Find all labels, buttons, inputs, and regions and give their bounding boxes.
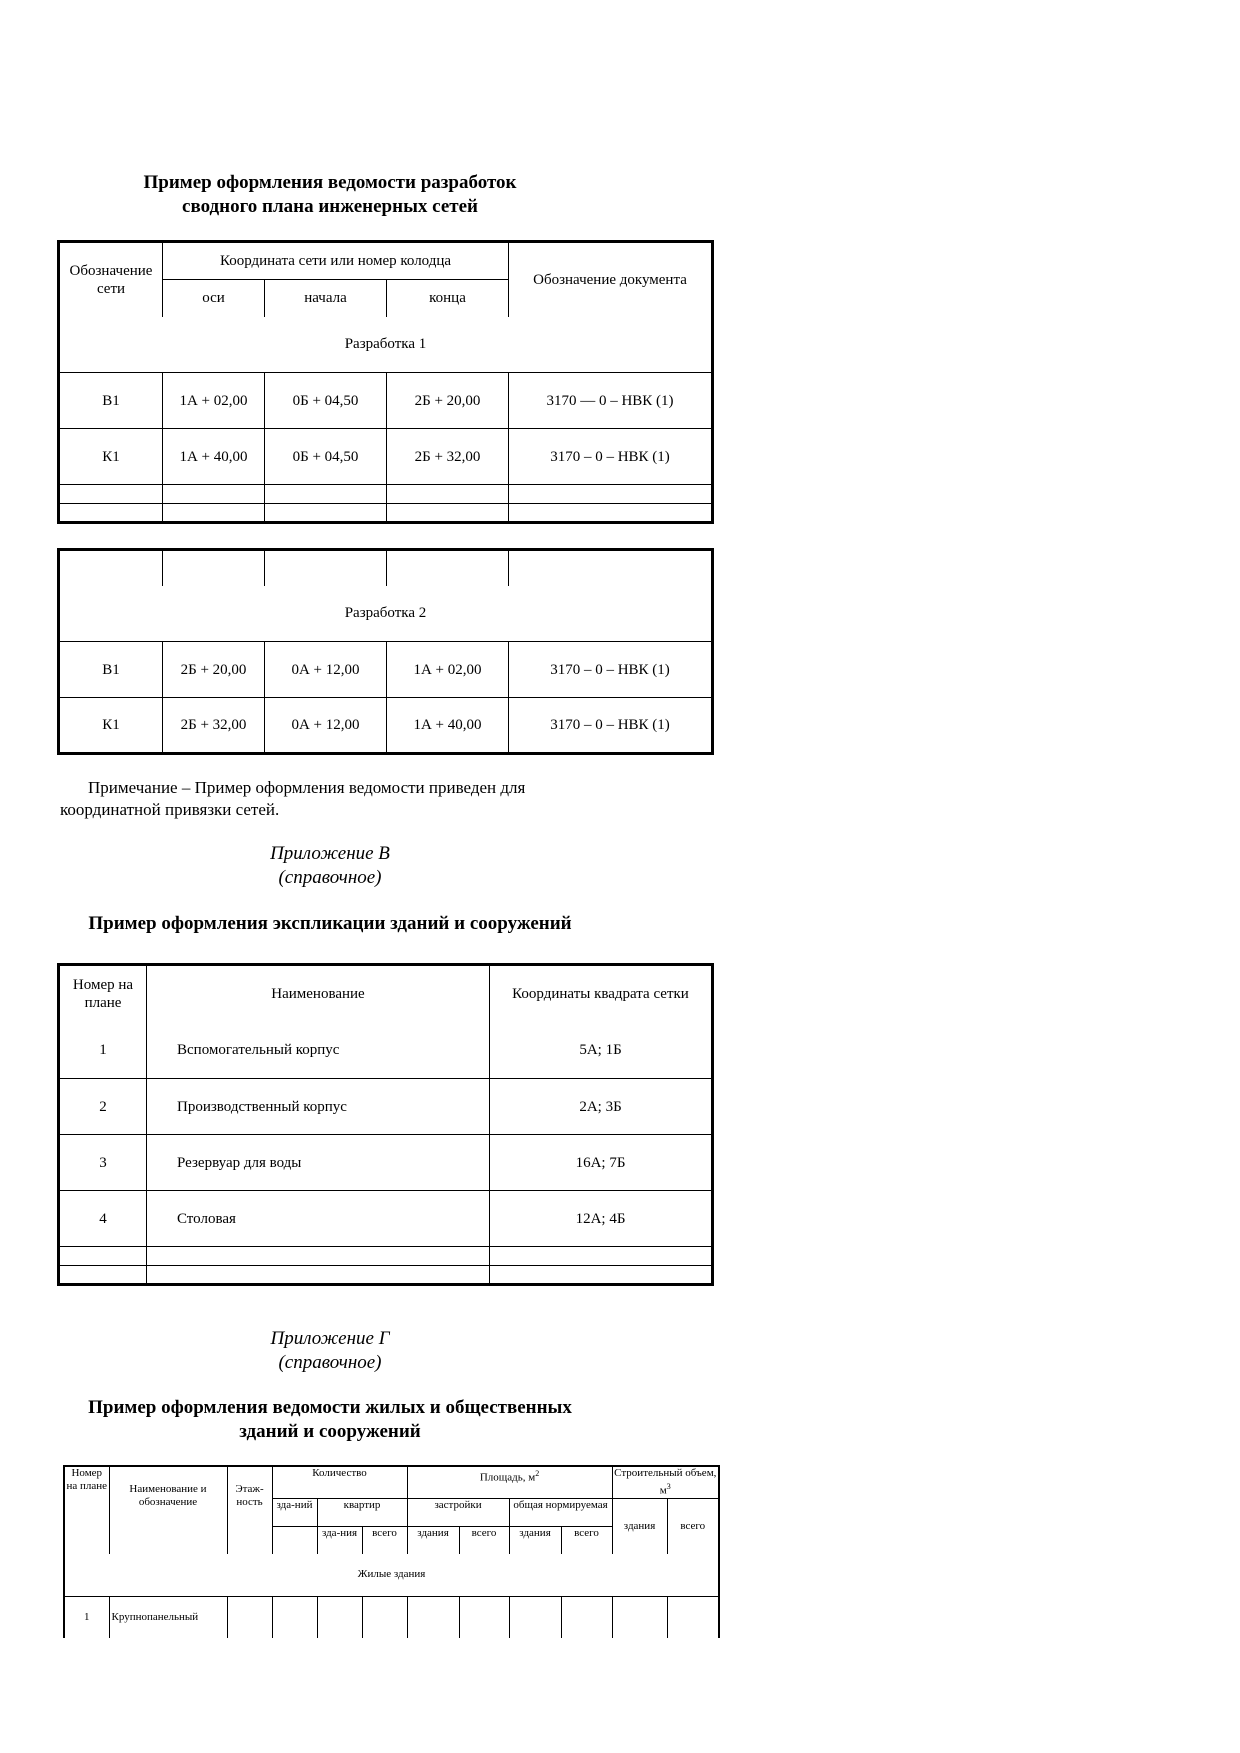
note-line1: Примечание – Пример оформления ведомости приведен для [88,778,526,797]
cell-axis: 2Б + 32,00 [163,698,265,754]
header-vol-total: всего [667,1498,719,1554]
buildings-explication-table [57,963,714,1286]
section1-title [60,171,600,219]
header-document: Обозначение документа [509,242,713,317]
cell-coords: 16А; 7Б [490,1135,713,1191]
group-label: Разработка 1 [59,317,713,373]
cell-doc: 3170 – 0 – НВК (1) [509,698,713,754]
cell-coords: 5А; 1Б [490,1023,713,1079]
header-end: конца [387,280,509,317]
empty-row [59,1266,713,1285]
header-start: начала [265,280,387,317]
header-vol-bld: здания [612,1498,667,1554]
group-label: Разработка 2 [59,586,713,642]
header-name: Наименование и обозначение [109,1466,227,1554]
header-number: Номер на плане [59,965,147,1023]
cell-start: 0Б + 04,50 [265,429,387,485]
cell-doc: 3170 – 0 – НВК (1) [509,642,713,698]
cell-doc: 3170 – 0 – НВК (1) [509,429,713,485]
cell-start: 0А + 12,00 [265,698,387,754]
cell-net: В1 [59,642,163,698]
table-row [59,698,713,754]
section1-title-line1: Пример оформления ведомости разработок [143,172,517,193]
cell-end: 2Б + 20,00 [387,373,509,429]
cell-name: Крупнопанельный [109,1596,227,1638]
header-coords: Координаты квадрата сетки [490,965,713,1023]
note-line2: координатной привязки сетей. [60,800,280,819]
header-floors: Этаж-ность [227,1466,272,1554]
header-quantity: Количество [272,1466,407,1498]
appendix-g-header [60,1327,600,1375]
cell-doc: 3170 — 0 – НВК (1) [509,373,713,429]
header-volume [612,1466,719,1498]
header-built-bld: здания [407,1526,459,1554]
residential-buildings-table [63,1465,720,1638]
header-network: Обозначение сети [59,242,163,317]
cell-coords: 12А; 4Б [490,1191,713,1247]
table-row [59,1023,713,1079]
cell-axis: 1А + 02,00 [163,373,265,429]
appendix-g-kind: (справочное) [278,1352,382,1373]
header-area-text: Площадь, м [479,1471,536,1484]
cell-end: 1А + 40,00 [387,698,509,754]
network-register-table-part1 [57,240,714,524]
cell-end: 2Б + 32,00 [387,429,509,485]
header-built-total: всего [459,1526,509,1554]
header-volume-sup: 3 [666,1482,671,1491]
cell-num: 4 [59,1191,147,1247]
cell-name: Производственный корпус [147,1079,490,1135]
empty-row [59,1247,713,1266]
table-row [59,373,713,429]
cell-name: Резервуар для воды [147,1135,490,1191]
header-axis: оси [163,280,265,317]
appendix-b-label: Приложение В [270,843,390,864]
header-number: Номер на плане [64,1466,109,1554]
appendix-g-label: Приложение Г [270,1328,390,1349]
cell-num: 2 [59,1079,147,1135]
cell-net: В1 [59,373,163,429]
table-row [59,642,713,698]
cell-num: 3 [59,1135,147,1191]
cell-num: 1 [59,1023,147,1079]
table-row [59,429,713,485]
appendix-g-title [40,1396,620,1444]
header-norm-bld: здания [509,1526,561,1554]
header-buildings: зда-ний [272,1498,317,1526]
header-volume-text: Строительный объем, м [614,1467,717,1497]
header-norm-total: всего [561,1526,612,1554]
appendix-b-title: Пример оформления экспликации зданий и сооружений [88,913,572,934]
empty-row [59,485,713,504]
network-register-table-part2 [57,548,714,755]
appendix-g-title-line1: Пример оформления ведомости жилых и общественных [88,1397,572,1418]
table-row [59,1135,713,1191]
appendix-g-title-line2: зданий и сооружений [239,1421,421,1442]
group-label: Жилые здания [64,1554,719,1596]
cell-axis: 2Б + 20,00 [163,642,265,698]
header-apt-total: всего [362,1526,407,1554]
table-row [59,1191,713,1247]
cell-end: 1А + 02,00 [387,642,509,698]
header-area-sup: 2 [535,1469,540,1478]
cell-net: К1 [59,429,163,485]
cell-start: 0А + 12,00 [265,642,387,698]
header-total-norm: общая нормируемая [509,1498,612,1526]
header-name: Наименование [147,965,490,1023]
table-row [59,1079,713,1135]
cell-start: 0Б + 04,50 [265,373,387,429]
cell-name: Столовая [147,1191,490,1247]
cell-axis: 1А + 40,00 [163,429,265,485]
cell-coords: 2А; 3Б [490,1079,713,1135]
header-coord-group: Координата сети или номер колодца [163,242,509,280]
note [60,777,680,821]
appendix-b-kind: (справочное) [278,867,382,888]
header-apt-buildings: зда-ния [317,1526,362,1554]
cell-net: К1 [59,698,163,754]
cell-num: 1 [64,1596,109,1638]
table-row [64,1596,719,1638]
header-area [407,1466,612,1498]
header-built: застройки [407,1498,509,1526]
section1-title-line2: сводного плана инженерных сетей [182,196,478,217]
cell-name: Вспомогательный корпус [147,1023,490,1079]
appendix-b-header [60,842,600,890]
empty-row [59,504,713,523]
header-apartments: квартир [317,1498,407,1526]
